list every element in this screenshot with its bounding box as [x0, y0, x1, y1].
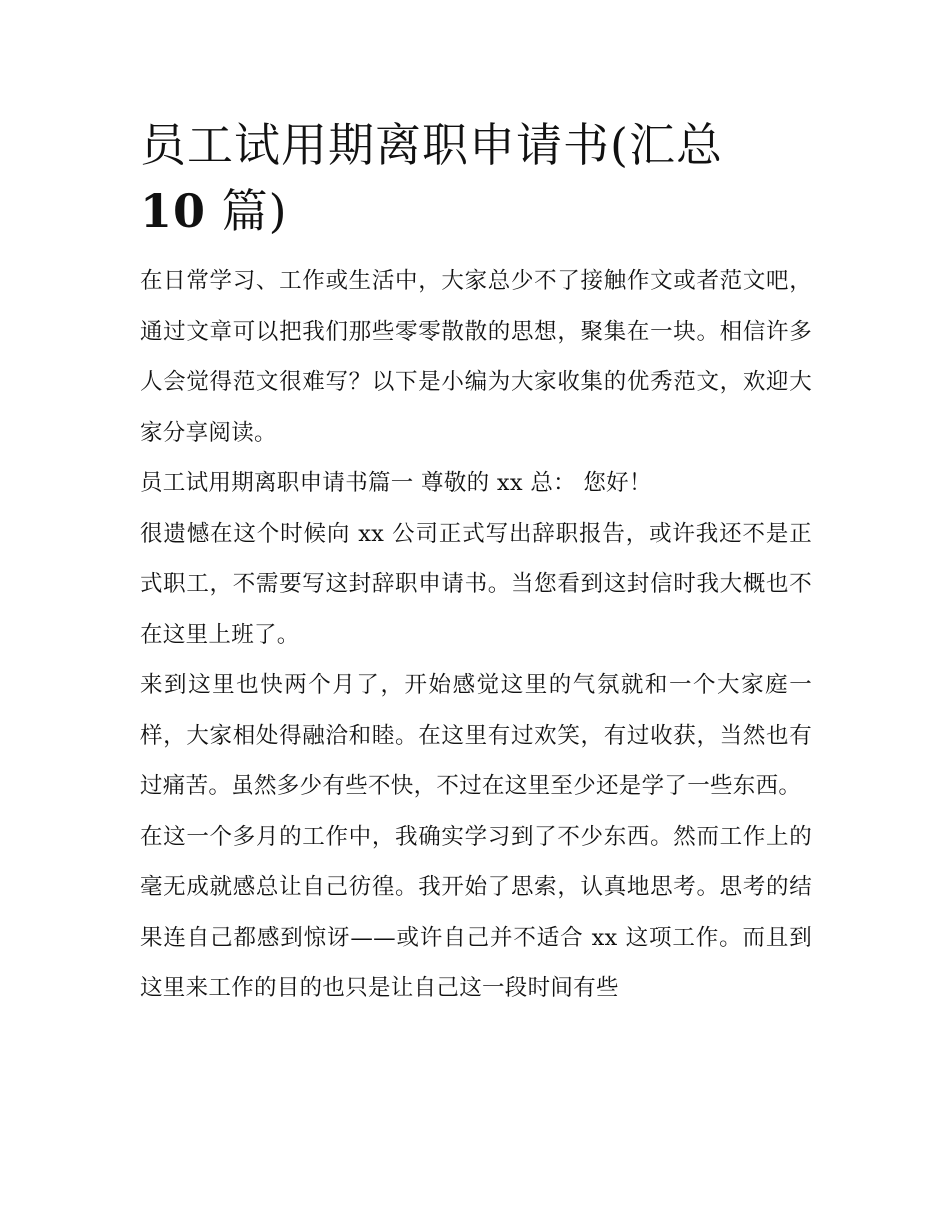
document-content	[140, 112, 812, 1014]
intro-paragraph: 在日常学习、工作或生活中，大家总少不了接触作文或者范文吧，通过文章可以把我们那些零零散散的思想，聚集在一块。相信许多人会觉得范文很难写？以下是小编为大家收集的优秀范文，欢迎大家分享阅读。	[140, 268, 812, 446]
title-count: 10	[140, 184, 207, 238]
body-paragraph: 在这一个多月的工作中，我确实学习到了不少东西。然而工作上的毫无成就感总让自己彷徨。我开始了思索，认真地思考。思考的结果连自己都感到惊讶——或许自己并不适合 xx 这项工作。而且到这里来工作的目的也只是让自己这一段时间有些	[140, 823, 812, 1001]
letter-heading-paragraph: 员工试用期离职申请书篇一 尊敬的 xx 总： 您好！	[140, 470, 652, 496]
document-title	[140, 112, 812, 244]
document-body	[140, 256, 812, 1014]
body-paragraph: 来到这里也快两个月了，开始感觉这里的气氛就和一个大家庭一样，大家相处得融洽和睦。在这里有过欢笑，有过收获，当然也有过痛苦。虽然多少有些不快，不过在这里至少还是学了一些东西。	[140, 672, 812, 799]
title-line-1: 员工试用期离职申请书(汇总	[140, 118, 723, 172]
title-line-2: 篇)	[206, 184, 288, 238]
body-paragraph: 很遗憾在这个时候向 xx 公司正式写出辞职报告，或许我还不是正式职工，不需要写这封辞职申请书。当您看到这封信时我大概也不在这里上班了。	[140, 520, 812, 648]
